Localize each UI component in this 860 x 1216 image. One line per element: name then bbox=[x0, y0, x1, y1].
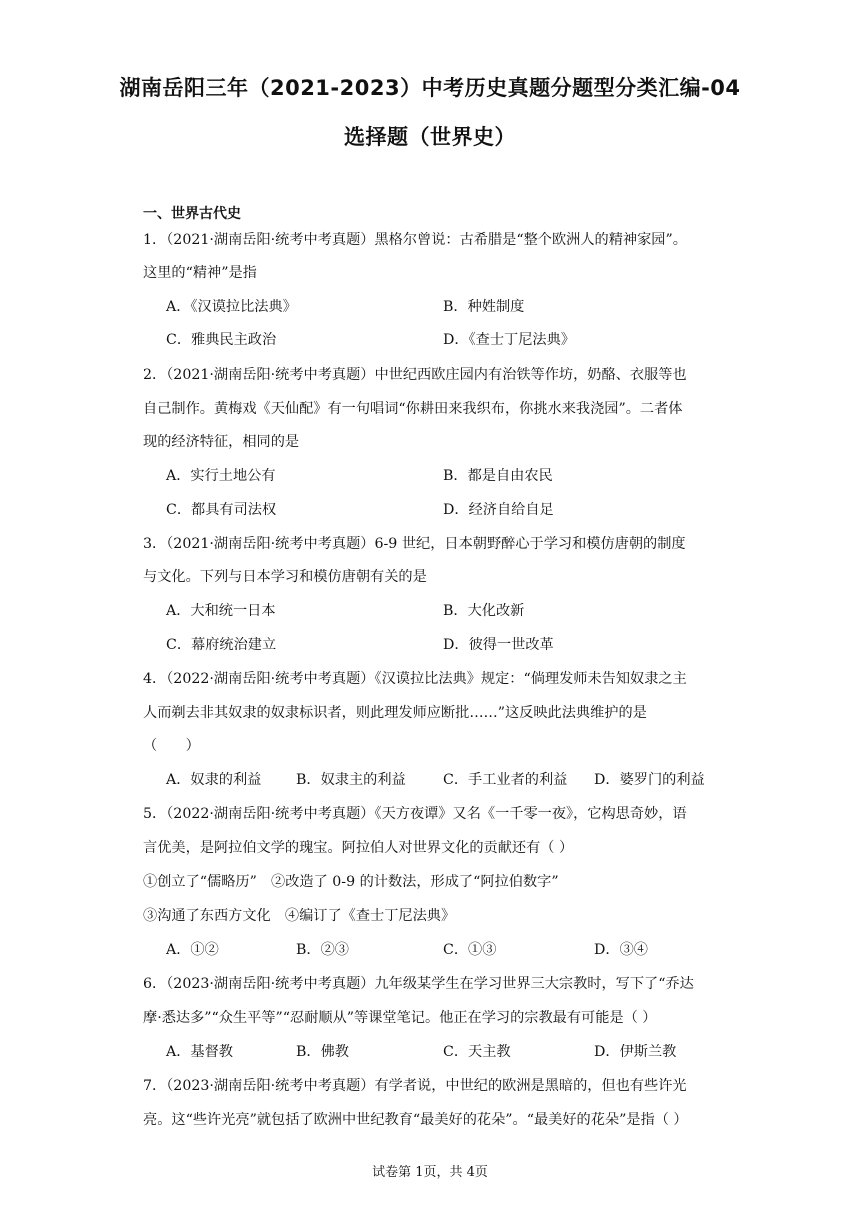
question-3-stem: 与文化。下列与日本学习和模仿唐朝有关的是 bbox=[143, 569, 427, 585]
question-2-option-a: A．实行土地公有 bbox=[166, 468, 276, 484]
question-6-option-a: A．基督教 bbox=[166, 1044, 233, 1060]
question-4-option-c: C．手工业者的利益 bbox=[443, 772, 568, 788]
question-5-option-b: B．②③ bbox=[296, 942, 349, 958]
document-title-line2: 选择题（世界史） bbox=[344, 125, 516, 149]
page-footer: 试卷第 1页，共 4页 bbox=[372, 1165, 488, 1180]
section-heading: 一、世界古代史 bbox=[143, 206, 241, 222]
document-title-line1: 湖南岳阳三年（2021-2023）中考历史真题分题型分类汇编-04 bbox=[119, 76, 741, 100]
question-4-stem: （ ） bbox=[143, 738, 200, 754]
question-1-stem: 1．（2021·湖南岳阳·统考中考真题）黑格尔曾说：古希腊是“整个欧洲人的精神家园”。 bbox=[143, 232, 687, 248]
question-2-option-c: C．都具有司法权 bbox=[166, 502, 277, 518]
question-6-stem: 6．（2023·湖南岳阳·统考中考真题）九年级某学生在学习世界三大宗教时，写下了“乔达 bbox=[143, 976, 694, 992]
question-6-stem: 摩·悉达多”“众生平等”“忍耐顺从”等课堂笔记。他正在学习的宗教最有可能是（ ） bbox=[143, 1010, 657, 1026]
question-4-option-b: B．奴隶主的利益 bbox=[296, 772, 406, 788]
question-7-stem: 7．（2023·湖南岳阳·统考中考真题）有学者说，中世纪的欧洲是黑暗的，但也有些许光 bbox=[143, 1078, 687, 1094]
question-1-stem: 这里的“精神”是指 bbox=[143, 265, 257, 281]
question-3-option-a: A．大和统一日本 bbox=[166, 603, 276, 619]
question-5-option-d: D．③④ bbox=[594, 942, 648, 958]
question-4-stem: 人而剃去非其奴隶的奴隶标识者，则此理发师应断批……”这反映此法典维护的是 bbox=[143, 705, 647, 721]
question-5-option-a: A．①② bbox=[166, 942, 219, 958]
question-6-option-c: C．天主教 bbox=[443, 1044, 511, 1060]
question-4-option-a: A．奴隶的利益 bbox=[166, 772, 262, 788]
question-2-option-d: D．经济自给自足 bbox=[443, 502, 554, 518]
question-4-stem: 4．（2022·湖南岳阳·统考中考真题）《汉谟拉比法典》规定：“倘理发师未告知奴隶之主 bbox=[143, 671, 687, 687]
question-1-option-d: D．《查士丁尼法典》 bbox=[443, 332, 575, 348]
question-3-stem: 3．（2021·湖南岳阳·统考中考真题）6-9 世纪，日本朝野醉心于学习和模仿唐朝的制度 bbox=[143, 536, 686, 552]
question-3-option-b: B．大化改新 bbox=[443, 603, 525, 619]
question-7-stem: 亮。这“些许光亮”就包括了欧洲中世纪教育“最美好的花朵”。“最美好的花朵”是指（ ） bbox=[143, 1112, 688, 1128]
question-2-option-b: B．都是自由农民 bbox=[443, 468, 553, 484]
question-1-option-c: C．雅典民主政治 bbox=[166, 332, 277, 348]
question-5-stem: 5．（2022·湖南岳阳·统考中考真题）《天方夜谭》又名《一千零一夜》，它构思奇妙，语 bbox=[143, 806, 687, 822]
question-2-stem: 自己制作。黄梅戏《天仙配》有一句唱词“你耕田来我织布，你挑水来我浇园”。二者体 bbox=[143, 401, 683, 417]
question-1-option-b: B．种姓制度 bbox=[443, 299, 525, 315]
question-5-option-c: C．①③ bbox=[443, 942, 497, 958]
question-5-statements: ③沟通了东西方文化 ④编订了《查士丁尼法典》 bbox=[143, 908, 456, 924]
question-1-option-a: A．《汉谟拉比法典》 bbox=[166, 299, 297, 315]
question-5-statements: ①创立了“儒略历” ②改造了 0-9 的计数法，形成了“阿拉伯数字” bbox=[143, 874, 559, 890]
question-3-option-d: D．彼得一世改革 bbox=[443, 637, 554, 653]
question-6-option-b: B．佛教 bbox=[296, 1044, 349, 1060]
question-2-stem: 现的经济特征，相同的是 bbox=[143, 434, 300, 450]
question-6-option-d: D．伊斯兰教 bbox=[594, 1044, 677, 1060]
question-2-stem: 2．（2021·湖南岳阳·统考中考真题）中世纪西欧庄园内有治铁等作坊，奶酪、衣服等也 bbox=[143, 367, 687, 383]
question-5-stem: 言优美，是阿拉伯文学的瑰宝。阿拉伯人对世界文化的贡献还有（ ） bbox=[143, 840, 574, 856]
question-3-option-c: C．幕府统治建立 bbox=[166, 637, 277, 653]
question-4-option-d: D．婆罗门的利益 bbox=[594, 772, 705, 788]
